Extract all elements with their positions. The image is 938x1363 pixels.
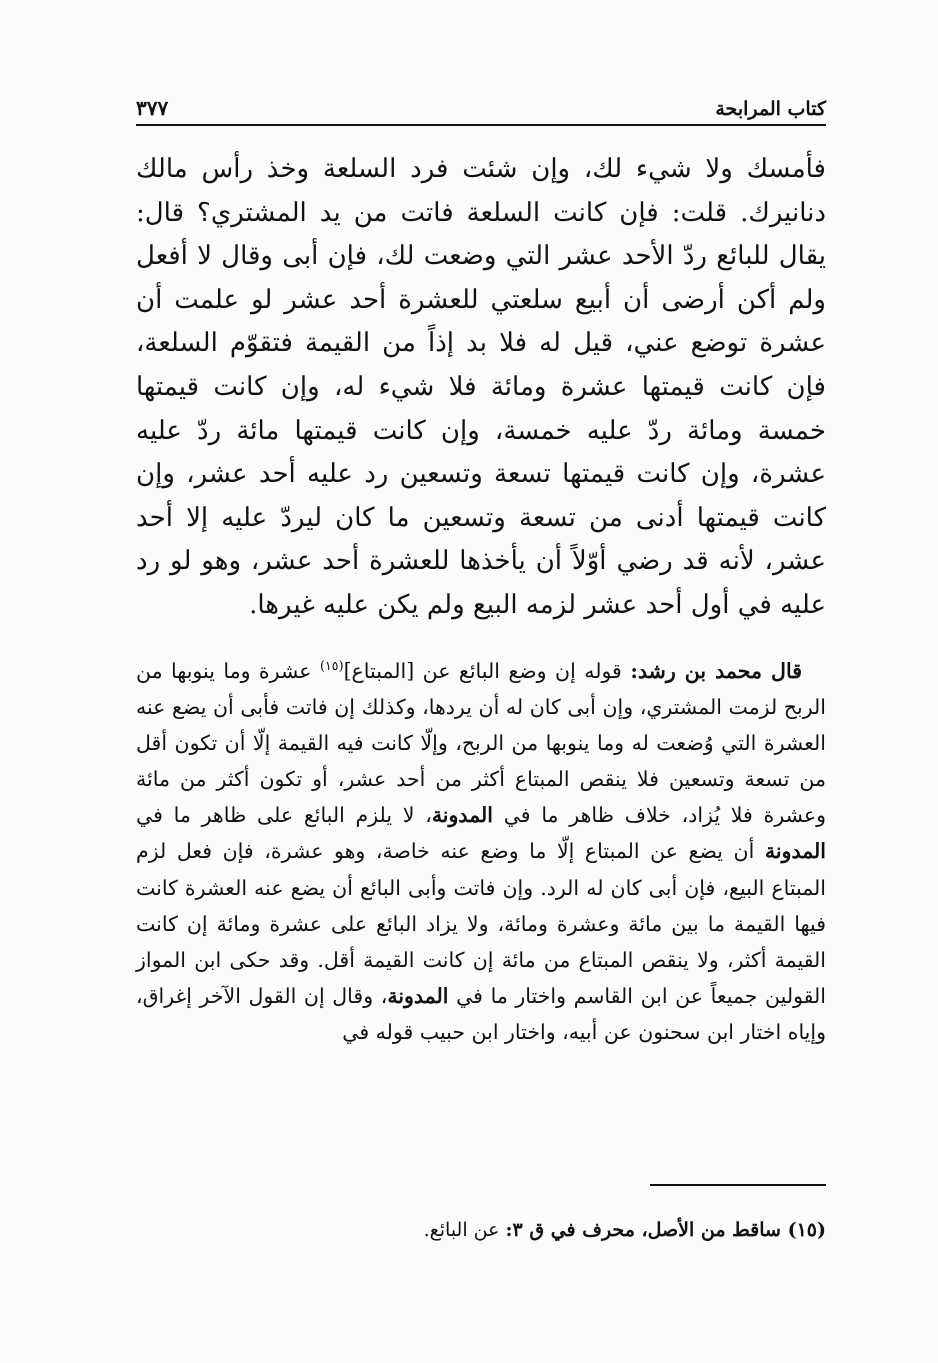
mudawwana-ref-3: المدونة	[387, 984, 449, 1009]
chapter-title: كتاب المرابحة	[715, 98, 826, 120]
commentary-text-1: قوله إن وضع البائع عن [المبتاع]	[343, 658, 631, 683]
commentary-text-3: ، لا يلزم البائع على ظاهر ما في	[136, 803, 432, 828]
commentary-text-2: عشرة وما ينوبها من الربح لزمت المشتري، وإن أبى كان له أن يردها، وكذلك إن فاتت فأبى أن يضع عنه العشرة التي وُضعت له وما ينوبها من الربح، وإلّا كانت فيه القيمة إلّا أن تكون أقل من تسعة وتسعين فلا ينقص المبتاع أكثر من أحد عشر، أو تكون أكثر من مائة وعشرة فلا يُزاد، خلاف ظاهر ما في	[136, 658, 826, 828]
footnote-text: عن البائع.	[423, 1219, 506, 1241]
mudawwana-ref-2: المدونة	[764, 839, 826, 864]
document-page	[136, 90, 826, 1051]
commentary-text-5: ، وقال إن القول الآخر إغراق، وإياه اختار ابن سحنون عن أبيه، واختار ابن حبيب قوله في	[136, 984, 826, 1045]
footnote-label: ساقط من الأصل، محرف في ق ٣:	[505, 1219, 788, 1241]
page-number: ٣٧٧	[136, 96, 169, 120]
footnote-marker: (١٥)	[787, 1219, 826, 1241]
commentary-paragraph	[136, 648, 826, 1051]
main-text: فأمسك ولا شيء لك، وإن شئت فرد السلعة وخذ رأس مالك دنانيرك. قلت: فإن كانت السلعة فاتت من يد المشتري؟ قال: يقال للبائع ردّ الأحد عشر التي وضعت لك، فإن أبى وقال لا أفعل ولم أكن أرضى أن أبيع سلعتي للعشرة أحد عشر لو علمت أن عشرة توضع عني، قيل له فلا بد إذاً من القيمة فتقوّم السلعة، فإن كانت قيمتها عشرة ومائة فلا شيء له، وإن كانت قيمتها خمسة ومائة ردّ عليه خمسة، وإن كانت قيمتها مائة ردّ عليه عشرة، وإن كانت قيمتها تسعة وتسعين رد عليه أحد عشر، وإن كانت قيمتها أدنى من تسعة وتسعين ما كان ليردّ عليه إلا أحد عشر، لأنه قد رضي أوّلاً أن يأخذها للعشرة أحد عشر، وهو لو رد عليه في أول أحد عشر لزمه البيع ولم يكن عليه غيرها.	[136, 154, 826, 620]
running-header	[136, 90, 826, 126]
footnote-reference: (١٥)	[319, 657, 344, 673]
commentary-text-4: أن يضع عن المبتاع إلّا ما وضع عنه خاصة، وهو عشرة، فإن فعل لزم المبتاع البيع، فإن أبى كان له الرد. وإن فاتت وأبى البائع أن يضع عنه العشرة كانت فيها القيمة ما بين مائة وعشرة ومائة، ولا يزاد البائع على عشرة ومائة إن كانت القيمة أكثر، ولا ينقص المبتاع من مائة إن كانت القيمة أقل. وقد حكى ابن المواز القولين جميعاً عن ابن القاسم واختار ما في	[136, 839, 826, 1009]
footnote-divider	[650, 1184, 826, 1186]
commentary-speaker: قال محمد بن رشد:	[630, 658, 802, 683]
mudawwana-ref-1: المدونة	[431, 803, 493, 828]
footnote	[424, 1216, 826, 1244]
